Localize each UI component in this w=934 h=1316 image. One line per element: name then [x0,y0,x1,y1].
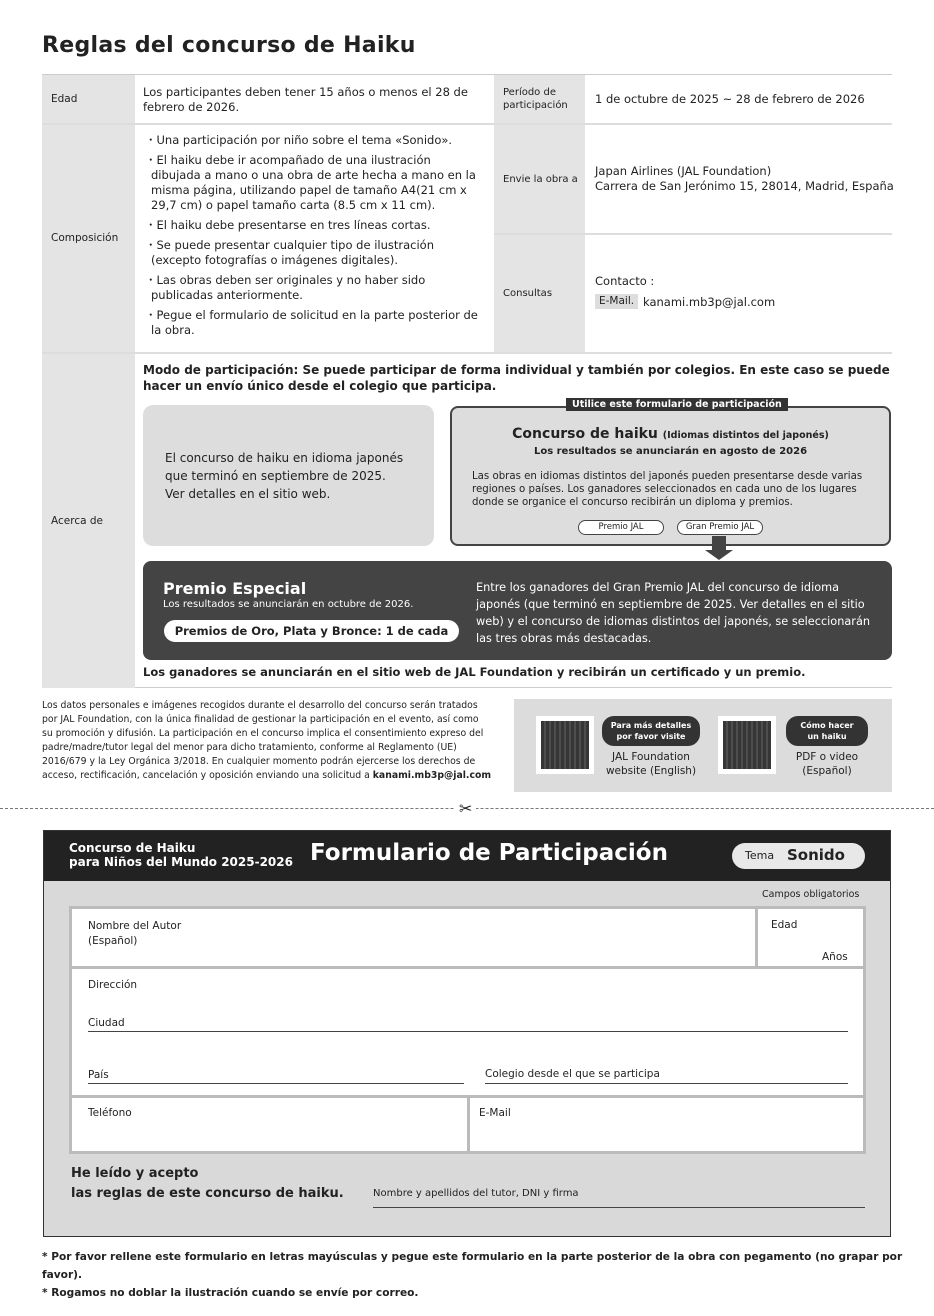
rule-item: ・Pegue el formulario de solicitud en la parte posterior de la obra. [145,308,478,337]
pais-input[interactable] [88,1083,464,1084]
telefono-label[interactable]: Teléfono [88,1107,132,1119]
page-title: Reglas del concurso de Haiku [42,33,416,58]
contest-title-text: Concurso de haiku [512,426,658,442]
qr2-caption-line: PDF o video [795,751,859,763]
accept-line: He leído y acepto [71,1166,199,1181]
qr2-bubble: Cómo hacer un haiku [786,716,868,746]
pais-label: País [88,1069,109,1081]
consultas-label: Consultas [494,235,585,352]
tema-label: Tema [745,849,775,862]
arrow-head-icon [705,550,733,560]
especial-prizes: Premios de Oro, Plata y Bronce: 1 de cada [164,620,459,642]
direccion-label: Dirección [88,979,138,991]
nombre-label [88,919,181,949]
composicion-list [143,133,483,343]
qr-panel [514,699,892,792]
edad-label: Edad [42,75,135,123]
ciudad-input[interactable] [88,1031,848,1032]
footnotes [42,1248,934,1302]
email-label[interactable]: E-Mail [479,1107,511,1119]
qr1-caption-line: website (English) [605,765,697,777]
nombre-sub: (Español) [88,935,138,947]
form-series [69,841,293,869]
privacy-body: Los datos personales e imágenes recogidos durante el desarrollo del concurso serán tratados por JAL Foundation, con la única finalidad de gestionar la participación en el evento, así como su promoción y difusión. La participación en el concurso implica el consentimiento expreso del padre/madre/tutor legal del menor para dicho tratamiento, conforme al Reglamento (UE) 2016/679 y la Ley Orgánica 3/2018. En cualquier momento podrán ejercerse los derechos de acceso, rectificación, cancelación y oposición enviando una solicitud a [42,700,484,781]
premio-especial-box [143,561,892,660]
japanese-box-line: Ver detalles en el sitio web. [165,487,331,501]
rule-item: ・Una participación por niño sobre el tema «Sonido». [145,133,453,147]
footnote: * Por favor rellene este formulario en letras mayúsculas y pegue este formulario en la parte posterior de la obra con pegamento (no grapar por favor). [42,1251,903,1281]
qr2-caption [782,750,872,778]
premio-jal-badge: Premio JAL [578,520,664,535]
composicion-label: Composición [42,125,135,352]
email-tag: E-Mail. [595,294,638,309]
qr2-caption-line: (Español) [802,765,852,777]
winners-note: Los ganadores se anunciarán en el sitio web de JAL Foundation y recibirán un certificado y un premio. [143,665,806,679]
tutor-label: Nombre y apellidos del tutor, DNI y firma [373,1188,579,1199]
japanese-contest-box [143,405,434,546]
contest-results: Los resultados se anunciarán en agosto de 2026 [533,446,808,457]
privacy-text [42,699,492,783]
use-form-tag: Utilice este formulario de participación [566,398,788,411]
form-title: Formulario de Participación [310,840,668,866]
modo-text: Modo de participación: Se puede participar de forma individual y también por colegios. En este caso se puede hacer un envío único desde el colegio que participa. [143,363,890,393]
especial-desc: Entre los ganadores del Gran Premio JAL del concurso de idioma japonés (que terminó en septiembre de 2025. Ver detalles en el sitio web) y el concurso de idiomas distintos del japonés, se seleccionarán las tres obras más destacadas. [476,581,871,645]
japanese-box-line: El concurso de haiku en idioma japonés [165,451,404,465]
privacy-email[interactable]: kanami.mb3p@jal.com [372,770,492,781]
arrow-down-icon [712,536,726,550]
accept-text [71,1164,344,1204]
especial-results: Los resultados se anunciarán en octubre de 2026. [163,599,414,610]
series-line: Concurso de Haiku [69,841,196,855]
form-fields [69,906,866,1154]
acerca-label: Acerca de [42,354,135,688]
accept-line: las reglas de este concurso de haiku. [71,1186,344,1201]
anos-label: Años [822,951,848,963]
japanese-box-line: que terminó en septiembre de 2025. [165,469,386,483]
tutor-signature-input[interactable] [373,1207,865,1208]
qr1-bubble: Para más detalles por favor visite [602,716,700,746]
periodo-label: Período de participación [494,75,585,123]
scissors-icon: ✂ [455,799,476,818]
divider [467,1095,470,1151]
envie-line2: Carrera de San Jerónimo 15, 28014, Madrid, España [595,179,894,193]
gran-premio-jal-badge: Gran Premio JAL [677,520,763,535]
contest-subtitle: (Idiomas distintos del japonés) [662,430,829,441]
contacto-label: Contacto : [595,274,655,288]
qr1-caption [600,750,702,778]
rule-item: ・El haiku debe ir acompañado de una ilustración dibujada a mano o una obra de arte hecha a mano en la misma página, utilizando papel de tamaño A4(21 cm x 29,7 cm) o papel tamaño carta (8.5 cm x 11 cm). [145,153,476,212]
rule-item: ・El haiku debe presentarse en tres líneas cortas. [145,218,431,232]
qr-code-icon[interactable] [718,716,776,774]
especial-title: Premio Especial [163,579,307,598]
required-note: Campos obligatorios [762,889,860,900]
entry-form [43,830,891,1237]
tema-badge [732,843,865,869]
series-line: para Niños del Mundo 2025-2026 [69,855,293,869]
footnote: * Rogamos no doblar la ilustración cuando se envíe por correo. [42,1287,419,1299]
edad-text: Los participantes deben tener 15 años o menos el 28 de febrero de 2026. [143,85,468,114]
rule-item: ・Se puede presentar cualquier tipo de ilustración (excepto fotografías o imágenes digitales). [145,238,434,267]
colegio-input[interactable] [485,1083,848,1084]
contest-title [450,426,891,442]
form-header [44,831,890,881]
ciudad-label: Ciudad [88,1017,125,1029]
contact-email[interactable]: kanami.mb3p@jal.com [643,295,776,309]
nombre-text: Nombre del Autor [88,920,182,932]
periodo-text: 1 de octubre de 2025 ~ 28 de febrero de 2026 [595,92,865,106]
envie-line1: Japan Airlines (JAL Foundation) [595,164,772,178]
qr-code-icon[interactable] [536,716,594,774]
edad-label: Edad [771,919,798,931]
colegio-label: Colegio desde el que se participa [485,1068,660,1080]
qr1-caption-line: JAL Foundation [612,751,690,763]
rule-item: ・Las obras deben ser originales y no haber sido publicadas anteriormente. [145,273,426,302]
tema-value: Sonido [787,846,845,864]
contest-desc: Las obras en idiomas distintos del japonés pueden presentarse desde varias regiones o países. Los ganadores seleccionados en cada uno de los lugares donde se organice el concurso recibirán un diploma y premios. [472,471,863,508]
envie-label: Envie la obra a [494,125,585,233]
